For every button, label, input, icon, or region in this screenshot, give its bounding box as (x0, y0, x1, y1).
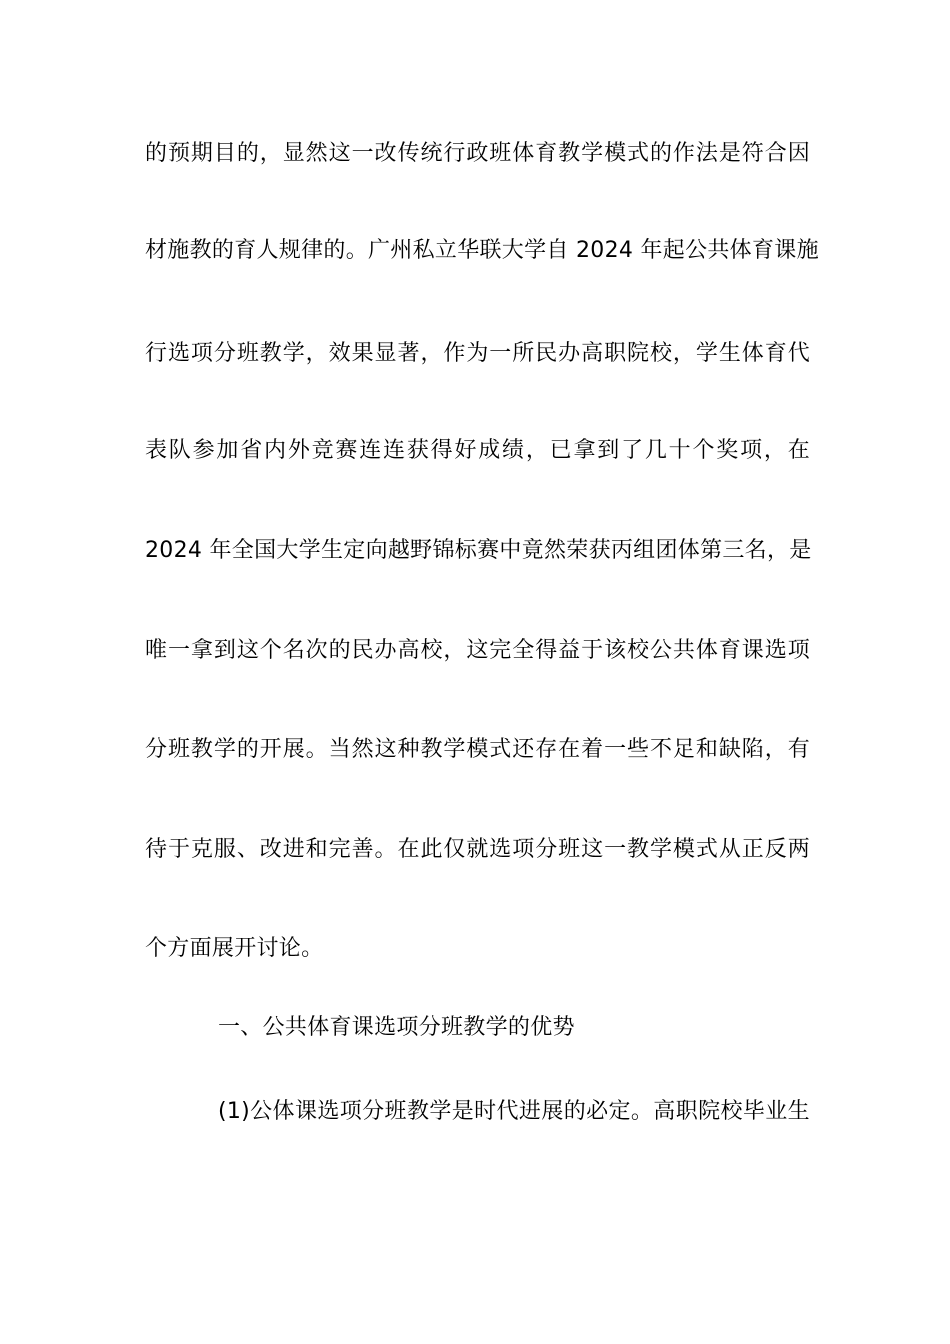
body-text-line-5: 2024 年全国大学生定向越野锦标赛中竟然荣获丙组团体第三名，是 (145, 538, 812, 563)
sub-paragraph-line-1: (1)公体课选项分班教学是时代进展的必定。高职院校毕业生 (218, 1099, 810, 1124)
body-text-line-7: 分班教学的开展。当然这种教学模式还存在着一些不足和缺陷，有 (145, 737, 810, 762)
section-heading: 一、公共体育课选项分班教学的优势 (218, 1015, 575, 1040)
body-text-line-6: 唯一拿到这个名次的民办高校，这完全得益于该校公共体育课选项 (145, 638, 810, 663)
body-text-line-2: 材施教的育人规律的。广州私立华联大学自 2024 年起公共体育课施 (145, 238, 819, 263)
body-text-line-4: 表队参加省内外竞赛连连获得好成绩，已拿到了几十个奖项，在 (145, 438, 810, 463)
body-text-line-8: 待于克服、改进和完善。在此仅就选项分班这一教学模式从正反两 (145, 837, 810, 862)
body-text-line-3: 行选项分班教学，效果显著，作为一所民办高职院校，学生体育代 (145, 341, 810, 366)
body-text-line-9: 个方面展开讨论。 (145, 936, 324, 961)
body-text-line-1: 的预期目的，显然这一改传统行政班体育教学模式的作法是符合因 (145, 141, 810, 166)
